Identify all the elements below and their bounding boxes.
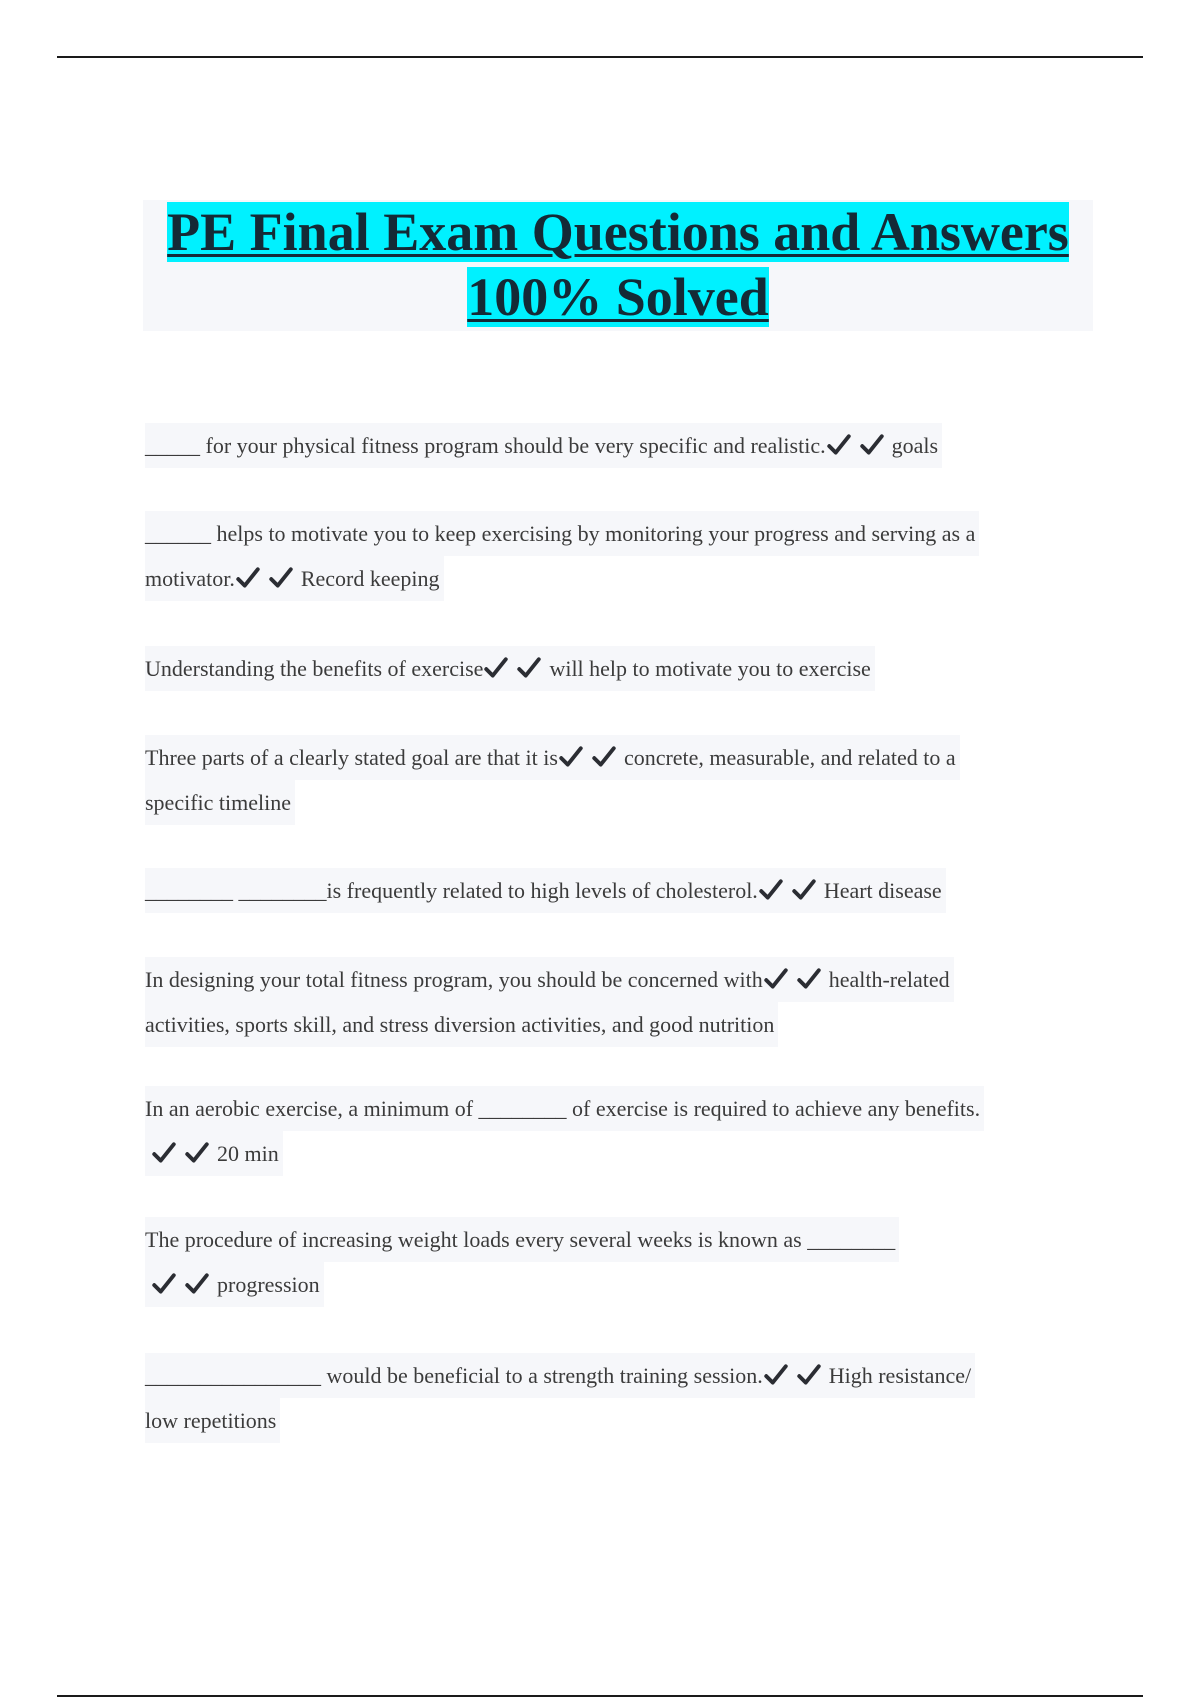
qa-line bbox=[145, 780, 295, 825]
question-text: _____ for your physical fitness program should be very specific and realistic. bbox=[145, 433, 826, 458]
check-mark-icon bbox=[796, 1362, 822, 1388]
top-rule bbox=[57, 56, 1143, 58]
title-line-2: 100% Solved bbox=[467, 267, 769, 327]
qa-line bbox=[145, 1002, 778, 1047]
question-text: ______ helps to motivate you to keep exercising by monitoring your progress and serving as a bbox=[145, 521, 976, 546]
answer-text: low repetitions bbox=[145, 1408, 277, 1433]
question-text: ________ ________is frequently related to high levels of cholesterol. bbox=[145, 878, 758, 903]
title-line-1: PE Final Exam Questions and Answers bbox=[167, 202, 1069, 262]
qa-line bbox=[145, 735, 960, 780]
qa-line bbox=[145, 646, 875, 691]
answer-text: Record keeping bbox=[300, 566, 440, 591]
qa-item-4 bbox=[145, 735, 960, 825]
bottom-rule bbox=[57, 1695, 1143, 1697]
qa-line bbox=[145, 1217, 899, 1262]
answer-text: progression bbox=[217, 1272, 320, 1297]
qa-item-9 bbox=[145, 1353, 975, 1443]
check-mark-icon bbox=[151, 1271, 177, 1297]
answer-text: 20 min bbox=[217, 1141, 279, 1166]
question-text: ________________ would be beneficial to a strength training session. bbox=[145, 1363, 763, 1388]
check-mark-icon bbox=[483, 655, 509, 681]
check-mark-icon bbox=[791, 877, 817, 903]
question-text: The procedure of increasing weight loads every several weeks is known as ________ bbox=[145, 1227, 896, 1252]
check-mark-icon bbox=[516, 655, 542, 681]
qa-line bbox=[145, 868, 946, 913]
question-text: Understanding the benefits of exercise bbox=[145, 656, 484, 681]
qa-line bbox=[145, 1131, 283, 1176]
answer-text: health-related bbox=[828, 967, 950, 992]
qa-item-8 bbox=[145, 1217, 899, 1307]
check-mark-icon bbox=[558, 744, 584, 770]
qa-item-6 bbox=[145, 957, 954, 1047]
qa-line bbox=[145, 1398, 280, 1443]
answer-text: concrete, measurable, and related to a bbox=[623, 745, 956, 770]
question-text: motivator. bbox=[145, 566, 235, 591]
check-mark-icon bbox=[268, 565, 294, 591]
qa-line bbox=[145, 423, 942, 468]
qa-line bbox=[145, 556, 444, 601]
check-mark-icon bbox=[184, 1271, 210, 1297]
question-text: In an aerobic exercise, a minimum of ________ of exercise is required to achieve any benefits. bbox=[145, 1096, 981, 1121]
answer-text: Heart disease bbox=[823, 878, 942, 903]
qa-item-2 bbox=[145, 511, 979, 601]
qa-line bbox=[145, 1262, 324, 1307]
check-mark-icon bbox=[151, 1140, 177, 1166]
qa-line bbox=[145, 957, 954, 1002]
qa-line bbox=[145, 1353, 975, 1398]
check-mark-icon bbox=[859, 432, 885, 458]
qa-line bbox=[145, 511, 979, 556]
qa-item-3 bbox=[145, 646, 875, 691]
answer-text: will help to motivate you to exercise bbox=[549, 656, 871, 681]
answer-text: specific timeline bbox=[145, 790, 291, 815]
qa-item-5 bbox=[145, 868, 946, 913]
check-mark-icon bbox=[591, 744, 617, 770]
check-mark-icon bbox=[796, 966, 822, 992]
document-title bbox=[143, 200, 1093, 331]
qa-line bbox=[145, 1086, 984, 1131]
qa-item-7 bbox=[145, 1086, 984, 1176]
qa-item-1 bbox=[145, 423, 942, 468]
answer-text: goals bbox=[891, 433, 939, 458]
check-mark-icon bbox=[763, 1362, 789, 1388]
answer-text: activities, sports skill, and stress diversion activities, and good nutrition bbox=[145, 1012, 775, 1037]
check-mark-icon bbox=[763, 966, 789, 992]
check-mark-icon bbox=[235, 565, 261, 591]
answer-text: High resistance/ bbox=[828, 1363, 972, 1388]
check-mark-icon bbox=[758, 877, 784, 903]
question-text: Three parts of a clearly stated goal are that it is bbox=[145, 745, 558, 770]
check-mark-icon bbox=[184, 1140, 210, 1166]
check-mark-icon bbox=[826, 432, 852, 458]
question-text: In designing your total fitness program, you should be concerned with bbox=[145, 967, 763, 992]
